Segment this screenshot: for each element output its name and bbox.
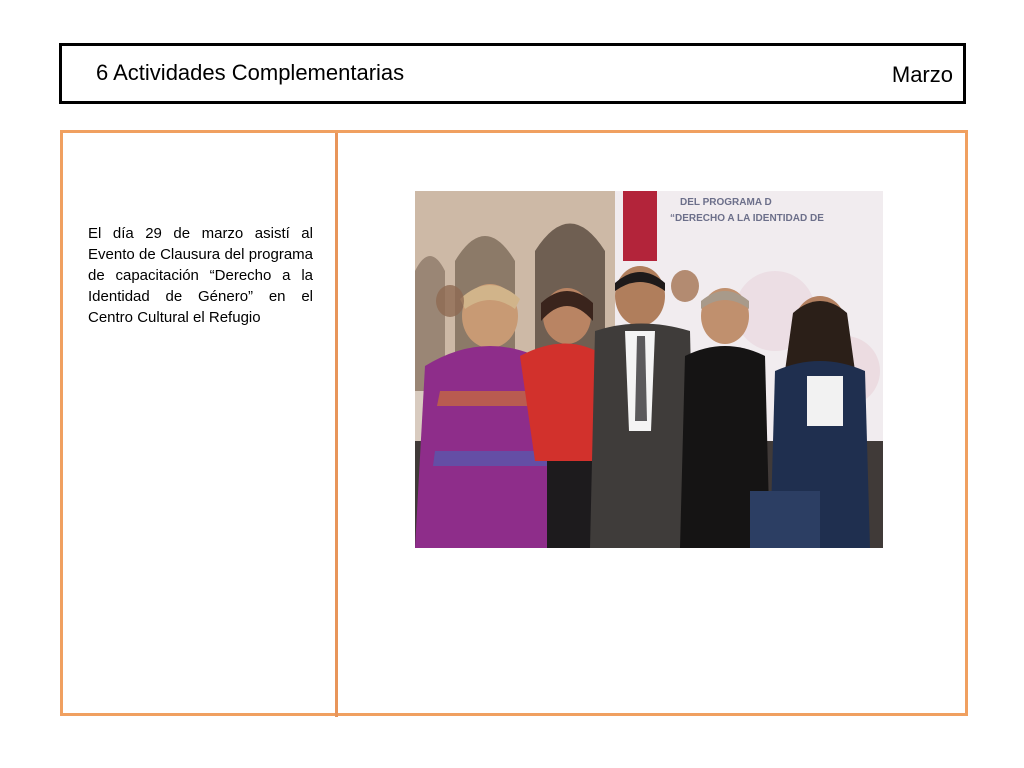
slide-month: Marzo [891, 62, 953, 87]
activity-description: El día 29 de marzo asistí al Evento de Clausura del programa de capacitación “Derecho a la Identidad de Género” en el Centro Cultural el Refugio [88, 225, 313, 326]
banner-line-1: DEL PROGRAMA D [680, 197, 772, 208]
column-divider [335, 133, 338, 717]
slide-title: 6 Actividades Complementarias [96, 60, 405, 85]
slide-header [59, 43, 966, 104]
banner-line-2: “DERECHO A LA IDENTIDAD DE [670, 213, 824, 224]
event-photo [415, 191, 883, 548]
content-frame [60, 130, 968, 716]
